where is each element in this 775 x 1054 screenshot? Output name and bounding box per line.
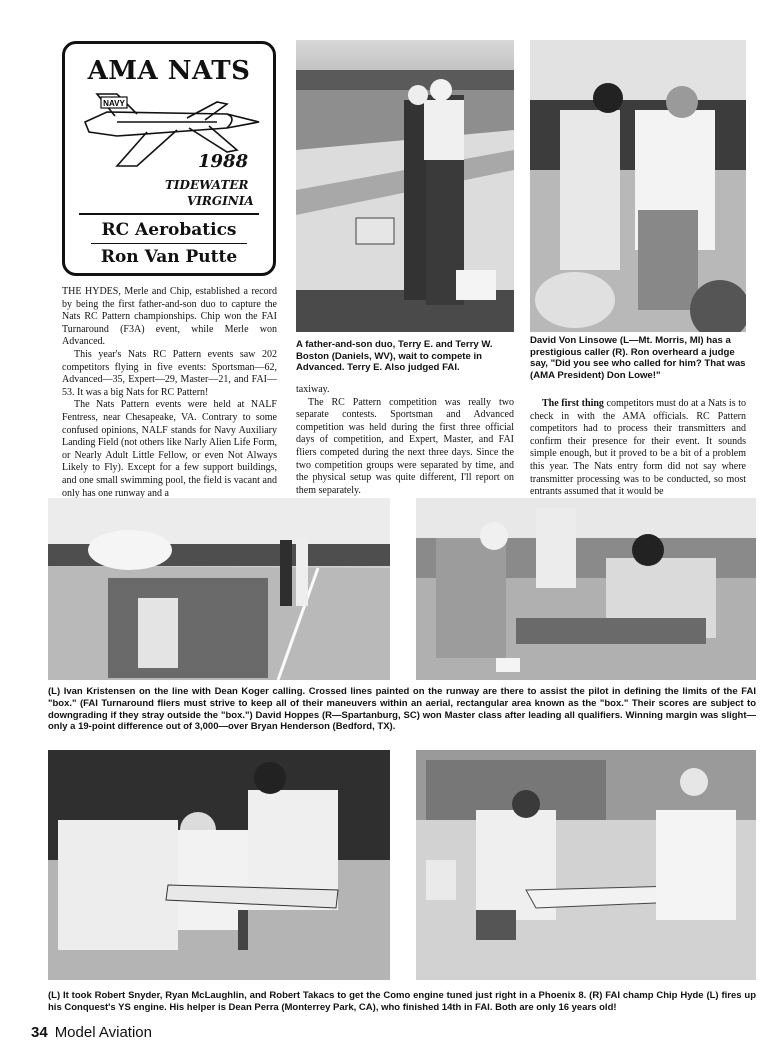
article-column-2	[296, 384, 514, 497]
nats-logo-box	[62, 41, 276, 276]
logo-divider-2	[91, 243, 247, 244]
logo-title: AMA NATS	[87, 56, 251, 86]
paragraph: The RC Pattern competition was really two separate contests. Sportsman and Advanced competition was held during the first three official days of competition, and Expert, Master, and FAI fliers competed during the next three days. Since the two competition groups were separated by time, and the physical setup was quite different, I'll report on them separately.	[296, 396, 514, 496]
caption-bottom: (L) It took Robert Snyder, Ryan McLaughlin, and Robert Takacs to get the Como engine tuned just right in a Phoenix 8. (R) FAI champ Chip Hyde (L) fires up his Conquest's YS engine. His helper is Dean Perra (Monterrey Park, CA), who finished 14th in FAI. Both are only 16 years old!	[48, 990, 756, 1013]
photo-como-engine-team	[48, 750, 390, 980]
article-column-3	[530, 398, 746, 499]
logo-location-line2: VIRGINIA	[187, 194, 254, 208]
paragraph: taxiway.	[296, 384, 330, 395]
paragraph: This year's Nats RC Pattern events saw 202 competitors flying in five events: Sportsman—62, Advanced—35, Expert—29, Master—21, and FAI—53. It was a big Nats for RC Pattern!	[62, 348, 277, 398]
photo-father-son-duo	[296, 40, 514, 332]
photo-hoppes-master	[416, 498, 756, 680]
magazine-name: Model Aviation	[54, 1024, 152, 1041]
photo-kristensen-on-line	[48, 498, 390, 680]
run-in-heading: The first thing	[542, 398, 604, 409]
logo-subtitle: RC Aerobatics	[101, 220, 237, 240]
paragraph: competitors must do at a Nats is to check in with the AMA officials. RC Pattern competitors had to process their transmitters and confirm their presence for their event. It sounds simple enough, but it proved to be a bit of a problem this year. The Nats entry form did not say where transmitter processing was to be conducted, so most entrants assumed that it would be	[530, 398, 747, 498]
tail-label: NAVY	[103, 99, 125, 108]
logo-divider	[79, 213, 259, 215]
logo-year: 1988	[198, 151, 249, 172]
article-column-1	[62, 286, 277, 500]
paragraph: The Nats Pattern events were held at NALF Fentress, near Chesapeake, VA. Contrary to some confused opinions, NALF stands for Navy Auxiliary Landing Field (not others like Narly Alien Life Form, or Nearly Adult Little Fellow, or even Not Always Likely to Fly). Except for a few support buildings, and one small swimming pool, the field is vacant and only has one runway and a	[62, 399, 277, 499]
photo-von-linsowe-caller	[530, 40, 746, 332]
caption-middle: (L) Ivan Kristensen on the line with Dean Koger calling. Crossed lines painted on the runway are there to assist the pilot in defining the limits of the FAI "box." (FAI Turnaround fliers must strive to keep all of their maneuvers within an aerial, rectangular area known as the "box." Their scores are subject to downgrading if they stray outside the "box.") David Hoppes (R—Spartanburg, SC) won Master class after leading all qualifiers. Winning margin was slight—only a 19-point difference out of 3,000—over Bryan Henderson (Bedford, TX).	[48, 686, 756, 733]
logo-location-line1: TIDEWATER	[165, 178, 249, 192]
page-footer	[31, 1024, 152, 1041]
caption-photo-1: A father-and-son duo, Terry E. and Terry W. Boston (Daniels, WV), wait to compete in Advanced. Terry E. Also judged FAI.	[296, 339, 493, 374]
photo-hyde-conquest	[416, 750, 756, 980]
caption-photo-2: David Von Linsowe (L—Mt. Morris, MI) has a prestigious caller (R). Ron overheard a judge say, "Did you see who called for him? That was (AMA President) Don Lowe!"	[530, 335, 746, 381]
paragraph: THE HYDES, Merle and Chip, established a record by being the first father-and-son duo to capture the Nats RC Pattern championships. Chip won the FAI Turnaround (F3A) event, while Merle won Advanced.	[62, 286, 277, 348]
logo-author: Ron Van Putte	[100, 247, 238, 267]
page-number: 34	[31, 1024, 48, 1041]
